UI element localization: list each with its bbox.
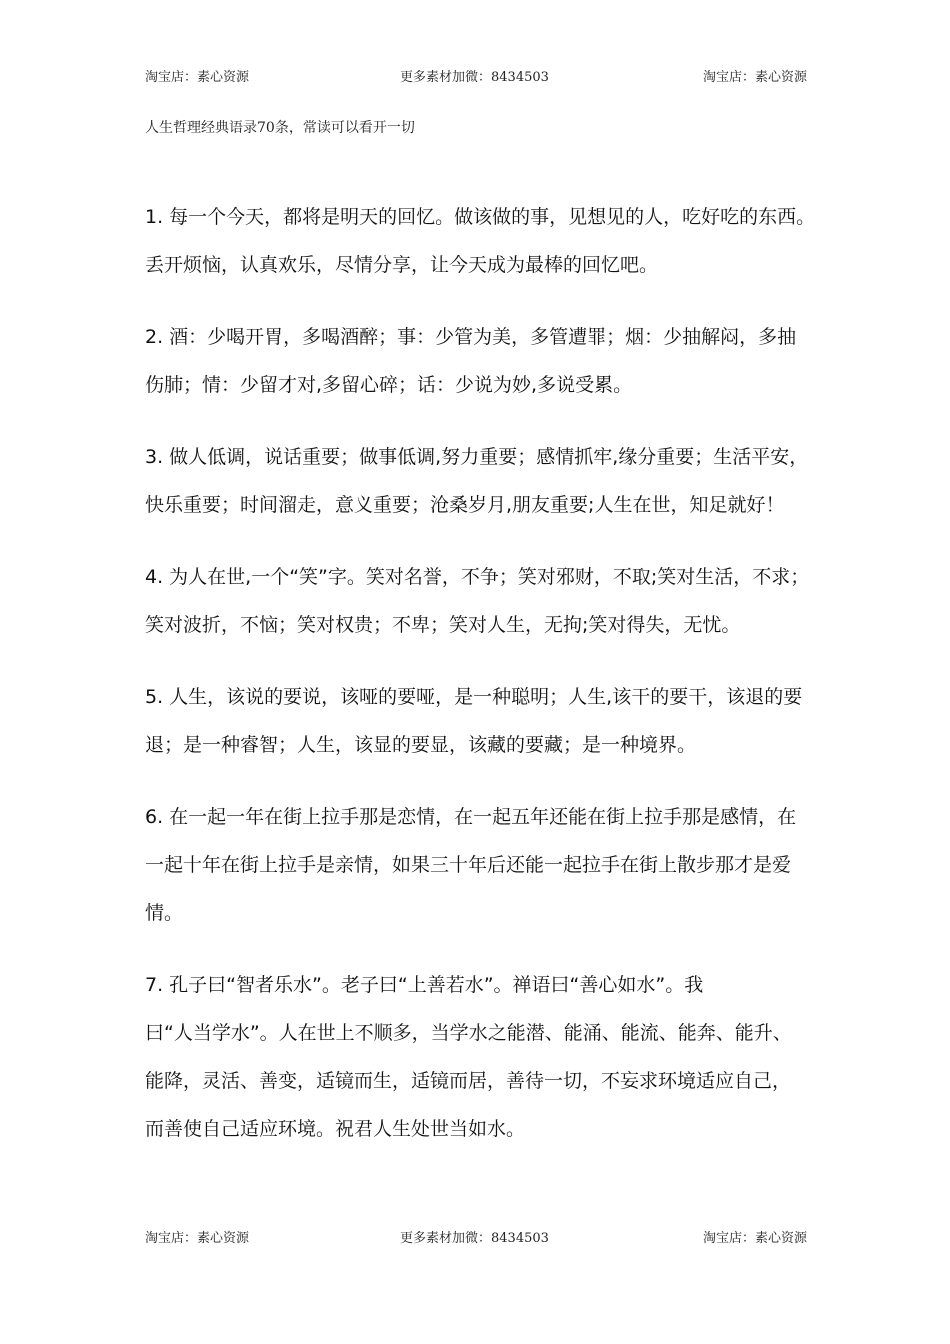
paragraph-line: 而善使自己适应环境。祝君人生处世当如水。: [145, 1118, 526, 1140]
footer-shop-left: 淘宝店：素心资源: [145, 1231, 250, 1246]
paragraph-1: [145, 193, 825, 289]
page-footer: [145, 1227, 807, 1249]
paragraph-line: 能降，灵活、善变，适镜而生，适镜而居，善待一切，不妄求环境适应自己，: [145, 1070, 792, 1092]
header-contact: 更多素材加微：8434503: [400, 70, 549, 85]
paragraph-line: 丢开烦恼，认真欢乐，尽情分享，让今天成为最棒的回忆吧。: [145, 254, 659, 276]
header-shop-left: 淘宝店：素心资源: [145, 70, 250, 85]
paragraph-line: 一起十年在街上拉手是亲情，如果三十年后还能一起拉手在街上散步那才是爱: [145, 854, 792, 876]
document-body: [145, 193, 825, 1177]
footer-contact: 更多素材加微：8434503: [400, 1231, 549, 1246]
footer-shop-right: 淘宝店：素心资源: [702, 1231, 807, 1246]
paragraph-6: [145, 793, 825, 937]
paragraph-line: 2. 酒：少喝开胃，多喝酒醉；事：少管为美，多管遭罪；烟：少抽解闷，多抽: [145, 326, 797, 348]
paragraph-7: [145, 961, 825, 1153]
paragraph-5: [145, 673, 825, 769]
paragraph-line: 快乐重要；时间溜走，意义重要；沧桑岁月,朋友重要;人生在世，知足就好！: [145, 494, 785, 516]
document-title: 人生哲理经典语录70条，常读可以看开一切: [145, 120, 415, 136]
paragraph-3: [145, 433, 825, 529]
paragraph-line: 6. 在一起一年在街上拉手那是恋情，在一起五年还能在街上拉手那是感情，在: [145, 806, 797, 828]
paragraph-line: 情。: [145, 902, 184, 924]
page-header: [145, 66, 807, 88]
header-shop-right: 淘宝店：素心资源: [702, 70, 807, 85]
paragraph-4: [145, 553, 825, 649]
paragraph-line: 7. 孔子曰“智者乐水”。老子曰“上善若水”。禅语曰“善心如水”。我: [145, 974, 704, 996]
paragraph-line: 3. 做人低调，说话重要；做事低调,努力重要；感情抓牢,缘分重要；生活平安，: [145, 446, 809, 468]
paragraph-line: 1. 每一个今天，都将是明天的回忆。做该做的事，见想见的人，吃好吃的东西。: [145, 206, 816, 228]
paragraph-line: 4. 为人在世,一个“笑”字。笑对名誉，不争；笑对邪财，不取;笑对生活，不求；: [145, 566, 810, 588]
paragraph-line: 5. 人生，该说的要说，该哑的要哑，是一种聪明；人生,该干的要干，该退的要: [145, 686, 803, 708]
paragraph-line: 笑对波折，不恼；笑对权贵；不卑；笑对人生，无拘;笑对得失，无忧。: [145, 614, 741, 636]
paragraph-2: [145, 313, 825, 409]
paragraph-line: 伤肺；情：少留才对,多留心碎；话：少说为妙,多说受累。: [145, 374, 633, 396]
paragraph-line: 退；是一种睿智；人生，该显的要显，该藏的要藏；是一种境界。: [145, 734, 697, 756]
paragraph-line: 曰“人当学水”。人在世上不顺多，当学水之能潜、能涌、能流、能奔、能升、: [145, 1022, 792, 1044]
